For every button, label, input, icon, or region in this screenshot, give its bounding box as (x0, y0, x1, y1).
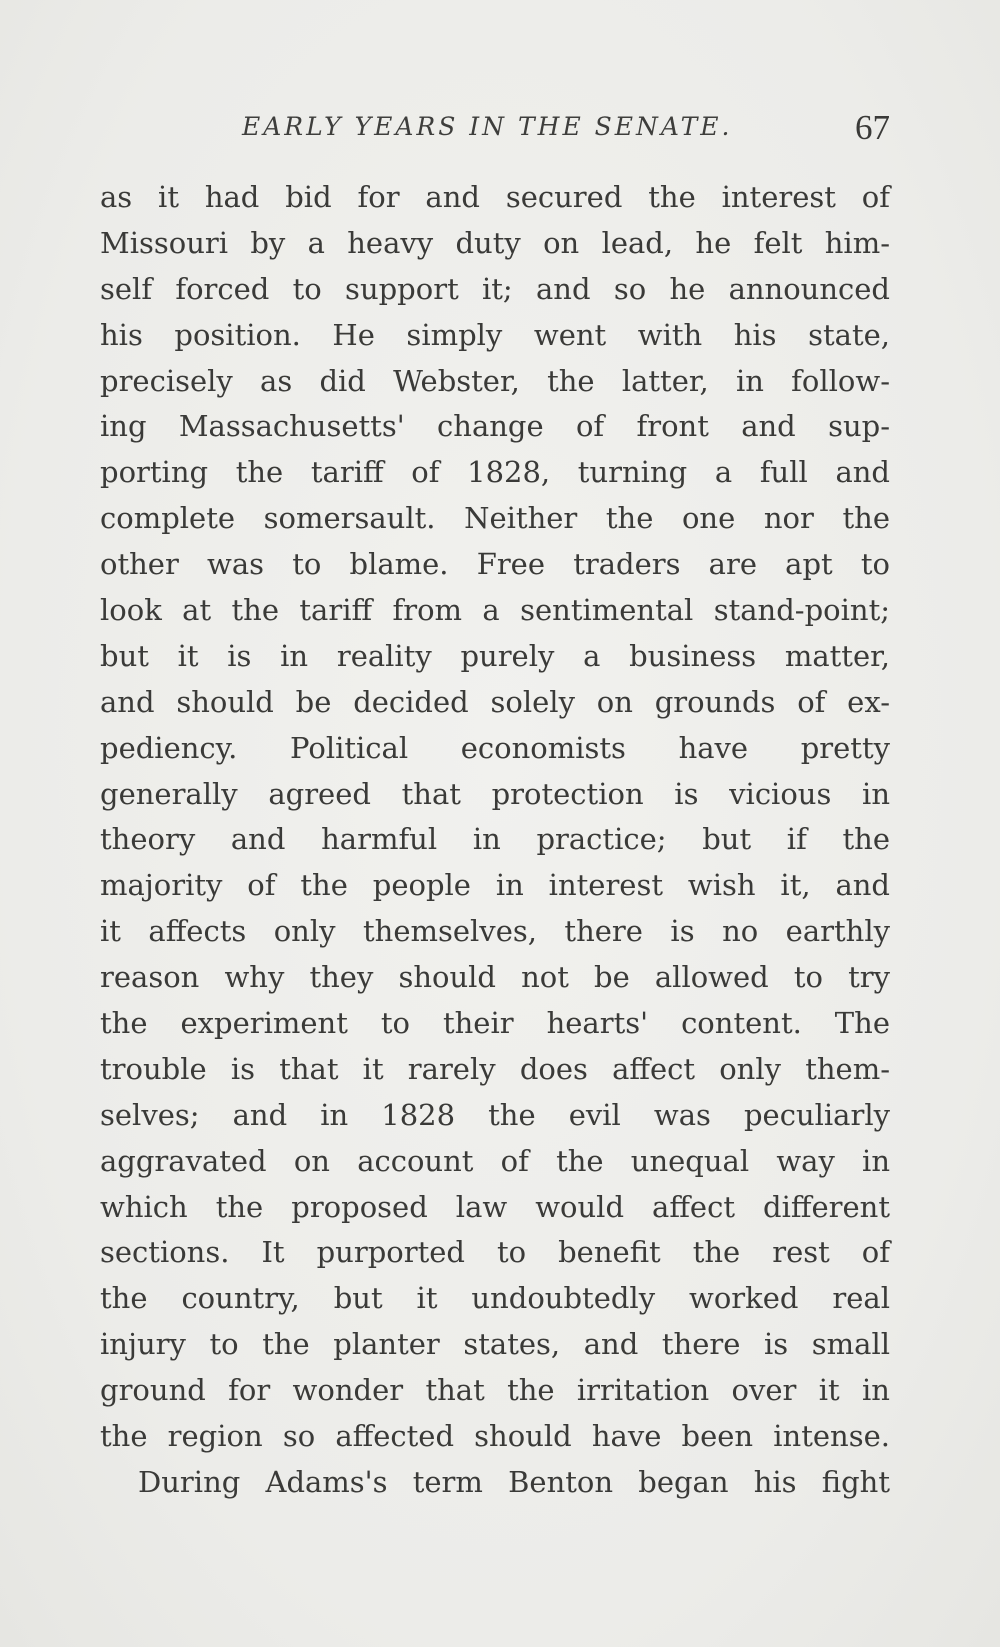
page-number: 67 (855, 108, 890, 147)
text-line: Missouri by a heavy duty on lead, he felt him- (100, 225, 890, 260)
text-line: selves; and in 1828 the evil was peculiarly (100, 1097, 890, 1132)
text-line: other was to blame. Free traders are apt to (100, 547, 890, 582)
text-line: aggravated on account of the unequal way in (100, 1143, 890, 1178)
running-head: EARLY YEARS IN THE SENATE. (242, 112, 733, 141)
text-line: the experiment to their hearts' content. The (100, 1006, 890, 1041)
text-line: porting the tariff of 1828, turning a full and (100, 455, 890, 490)
text-line: sections. It purported to benefit the rest of (100, 1235, 890, 1270)
text-line: theory and harmful in practice; but if the (100, 822, 890, 857)
text-line: reason why they should not be allowed to try (100, 960, 890, 995)
text-line: it affects only themselves, there is no earthly (100, 914, 890, 949)
text-line: the country, but it undoubtedly worked real (100, 1281, 890, 1316)
text-line: injury to the planter states, and there is small (100, 1327, 890, 1362)
text-line: self forced to support it; and so he announced (100, 271, 890, 306)
text-line: ground for wonder that the irritation over it in (100, 1373, 890, 1408)
text-line: precisely as did Webster, the latter, in follow- (100, 363, 890, 398)
text-line: trouble is that it rarely does affect only them- (100, 1051, 890, 1086)
text-line: and should be decided solely on grounds of ex- (100, 684, 890, 719)
text-line: majority of the people in interest wish it, and (100, 868, 890, 903)
body-text (100, 175, 890, 1506)
text-line: complete somersault. Neither the one nor the (100, 501, 890, 536)
text-line: ing Massachusetts' change of front and sup- (100, 409, 890, 444)
text-line: his position. He simply went with his state, (100, 317, 890, 352)
text-line: the region so affected should have been intense. (100, 1419, 890, 1454)
text-line: which the proposed law would affect different (100, 1189, 890, 1224)
text-line: look at the tariff from a sentimental stand-point; (100, 593, 890, 628)
text-line: pediency. Political economists have pretty (100, 730, 890, 765)
text-line: as it had bid for and secured the interest of (100, 180, 890, 214)
text-line: During Adams's term Benton began his fight (138, 1464, 890, 1499)
text-line: generally agreed that protection is vicious in (100, 776, 890, 811)
text-line: but it is in reality purely a business matter, (100, 638, 890, 673)
